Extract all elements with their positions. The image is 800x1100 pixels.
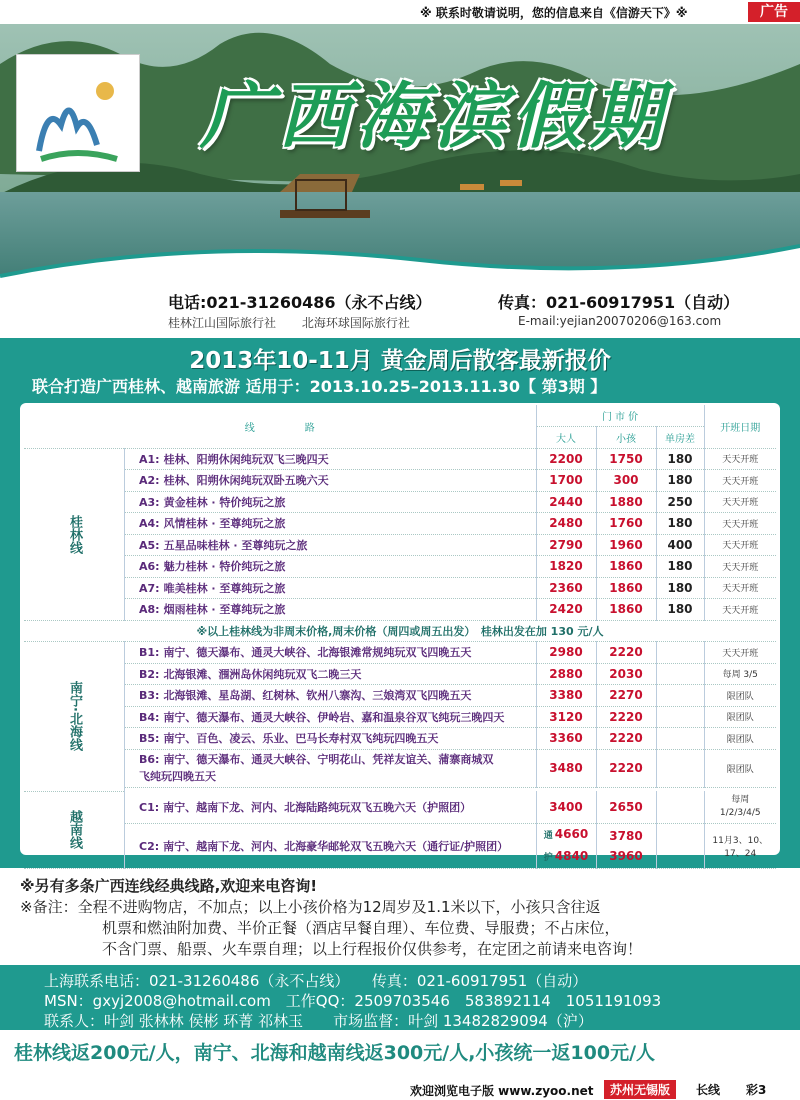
route-code: C1:: [139, 800, 160, 814]
single-supplement: [656, 706, 704, 728]
date-line-2: 1/2/3/4/5: [719, 807, 761, 818]
website-note: 欢迎浏览电子版 www.zyoo.net: [410, 1084, 594, 1098]
route-text: 南宁、德天瀑布、通灵大峡谷、伊岭岩、嘉和温泉谷双飞纯玩三晚四天: [163, 710, 505, 724]
decorative-wave: [0, 236, 800, 296]
top-bar: [0, 0, 800, 24]
group-label-vietnam: 越南线: [24, 791, 125, 868]
header-adult: 大人: [536, 427, 596, 449]
page-title: 广西海滨假期: [200, 73, 669, 158]
remark-note-1: ※备注：全程不进购物店，不加点；以上小孩价格为12周岁及1.1米以下，小孩只含往返: [20, 898, 601, 916]
single-supplement: [656, 663, 704, 685]
departure-date: 限团队: [704, 749, 776, 787]
route-text: 南宁、越南下龙、河内、北海陆路纯玩双飞五晚六天（护照团）: [163, 800, 472, 814]
route-name: [125, 470, 537, 492]
guilin-price-note: ※以上桂林线为非周末价格,周末价格（周四或周五出发） 桂林出发在加 130 元/人: [24, 620, 776, 642]
table-row: [24, 448, 776, 470]
adult-price: 3120: [536, 706, 596, 728]
price-mark-pass: 通: [543, 830, 553, 841]
single-supplement: 180: [656, 513, 704, 535]
source-note: ※ 联系时敬请说明，您的信息来自《信游天下》※: [420, 6, 688, 20]
table-row: [24, 706, 776, 728]
header-single: 单房差: [656, 427, 704, 449]
single-supplement: 250: [656, 491, 704, 513]
adult-price: 1700: [536, 470, 596, 492]
departure-date: 天天开班: [704, 491, 776, 513]
route-text: 北海银滩、星岛湖、红树林、钦州八寨沟、三娘湾双飞四晚五天: [163, 689, 472, 703]
route-name: [125, 663, 537, 685]
table-row: [24, 823, 776, 868]
departure-date: 限团队: [704, 706, 776, 728]
adult-price: 2980: [536, 642, 596, 664]
adult-price: 2440: [536, 491, 596, 513]
route-code: B1:: [139, 646, 160, 660]
rebate-text: 桂林线返200元/人，南宁、北海和越南线返300元/人,小孩统一返100元/人: [14, 1042, 656, 1064]
remarks-block: [20, 876, 790, 960]
route-code: B3:: [139, 689, 160, 703]
table-row: [24, 728, 776, 750]
route-name: [125, 791, 537, 823]
price-table: [24, 405, 776, 869]
child-price: 2220: [596, 728, 656, 750]
route-name: [125, 534, 537, 556]
route-text: 五星品味桂林 · 至尊纯玩之旅: [163, 538, 308, 552]
child-price: 2030: [596, 663, 656, 685]
child-price: 2270: [596, 685, 656, 707]
child-price: 1960: [596, 534, 656, 556]
departure-date: 天天开班: [704, 448, 776, 470]
contact-phone-fax: [168, 290, 740, 313]
departure-date: 天天开班: [704, 599, 776, 621]
table-row: [24, 491, 776, 513]
route-code: B6:: [139, 753, 160, 766]
route-text: 桂林、阳朔休闲纯玩双飞三晚四天: [163, 452, 329, 466]
adult-price: 3360: [536, 728, 596, 750]
departure-date: 天天开班: [704, 534, 776, 556]
phone-text: 电话:021-31260486（永不占线）: [168, 293, 432, 312]
route-text: 烟雨桂林 · 至尊纯玩之旅: [163, 603, 286, 617]
route-text: 桂林、阳朔休闲纯玩双卧五晚六天: [163, 474, 329, 488]
route-text: 北海银滩、涠洲岛休闲纯玩双飞二晚三天: [163, 667, 362, 681]
adult-price: 3400: [536, 791, 596, 823]
route-name: [125, 513, 537, 535]
departure-date: 天天开班: [704, 556, 776, 578]
child-price: 2220: [596, 642, 656, 664]
departure-date: 天天开班: [704, 513, 776, 535]
remark-note-2: 机票和燃油附加费、半价正餐（酒店早餐自理）、车位费、导服费；不占床位，: [102, 919, 620, 937]
agency-guilin: 桂林江山国际旅行社: [168, 316, 277, 330]
route-code: A1:: [139, 452, 160, 466]
single-supplement: [656, 791, 704, 823]
single-supplement: 180: [656, 470, 704, 492]
child-price: 1750: [596, 448, 656, 470]
route-text: 魅力桂林 · 特价纯玩之旅: [163, 560, 286, 574]
table-row: [24, 685, 776, 707]
single-supplement: 400: [656, 534, 704, 556]
single-supplement: 180: [656, 556, 704, 578]
table-row: [24, 663, 776, 685]
departure-date: 限团队: [704, 728, 776, 750]
single-supplement: 180: [656, 448, 704, 470]
route-code: C2:: [139, 839, 160, 853]
edition-tag: 苏州无锡版: [604, 1080, 676, 1099]
route-name: [125, 599, 537, 621]
route-name: [125, 448, 537, 470]
child-price: 2650: [596, 791, 656, 823]
route-text: 唯美桂林 · 至尊纯玩之旅: [163, 581, 286, 595]
header-price: 门 市 价: [536, 405, 704, 427]
adult-price-pass: 4660: [554, 826, 589, 841]
route-text: 南宁、德天瀑布、通灵大峡谷、宁明花山、凭祥友谊关、蒲寨商城双: [163, 753, 494, 766]
price-mark-passport: 护: [543, 852, 553, 863]
route-code: B2:: [139, 667, 160, 681]
route-name: [125, 706, 537, 728]
single-supplement: [656, 728, 704, 750]
departure-date: 11月3、10、17、24: [704, 823, 776, 868]
child-price: 1880: [596, 491, 656, 513]
route-name: [125, 491, 537, 513]
child-price-passport: 3960: [609, 848, 643, 863]
table-row: [24, 470, 776, 492]
departure-date: 天天开班: [704, 470, 776, 492]
table-row: [24, 642, 776, 664]
child-price-pass: 3780: [609, 828, 643, 843]
group-label-nanning: 南宁·北海线: [24, 642, 125, 792]
child-price: 1760: [596, 513, 656, 535]
table-row: [24, 513, 776, 535]
single-supplement: [656, 749, 704, 787]
table-row: [24, 749, 776, 787]
rebate-strip: [0, 1030, 800, 1074]
route-text: 黄金桂林 · 特价纯玩之旅: [163, 495, 286, 509]
departure-date: 天天开班: [704, 577, 776, 599]
single-supplement: [656, 823, 704, 868]
child-price: 2220: [596, 706, 656, 728]
departure-date: 天天开班: [704, 642, 776, 664]
group-label-guilin: 桂林线: [24, 448, 125, 620]
footer-phone: 上海联系电话：021-31260486（永不占线） 传真：021-60917951（自动）: [44, 972, 588, 990]
child-price: 300: [596, 470, 656, 492]
child-price: 2220: [596, 749, 656, 787]
adult-price-passport: 4840: [554, 848, 589, 863]
page-number: 彩3: [746, 1083, 767, 1097]
header-child: 小孩: [596, 427, 656, 449]
route-name: [125, 642, 537, 664]
route-text: 南宁、德天瀑布、通灵大峡谷、北海银滩常规纯玩双飞四晚五天: [163, 646, 472, 660]
route-text: 南宁、越南下龙、河内、北海豪华邮轮双飞五晚六天（通行证/护照团）: [163, 839, 509, 853]
adult-price: 2420: [536, 599, 596, 621]
route-text: 南宁、百色、凌云、乐业、巴马长寿村双飞纯玩四晚五天: [163, 732, 439, 746]
child-price: [596, 823, 656, 868]
header-date: 开班日期: [704, 405, 776, 448]
remark-more-routes: ※另有多条广西连线经典线路,欢迎来电咨询!: [20, 877, 318, 895]
route-code: B5:: [139, 732, 160, 746]
table-row: [24, 556, 776, 578]
route-name: [125, 749, 537, 787]
bottom-bar: [0, 1078, 800, 1100]
remark-note-3: 不含门票、船票、火车票自理；以上行程报价仅供参考，在定团之前请来电咨询！: [102, 940, 643, 958]
agency-beihai: 北海环球国际旅行社: [301, 316, 410, 330]
route-code: A4:: [139, 517, 160, 531]
adult-price: 2880: [536, 663, 596, 685]
route-name: [125, 556, 537, 578]
route-text: 风情桂林 · 至尊纯玩之旅: [163, 517, 286, 531]
table-header-row: [24, 405, 776, 427]
child-price: 1860: [596, 599, 656, 621]
route-text-continued: 飞纯玩四晚五天: [139, 770, 216, 783]
table-row: [24, 791, 776, 823]
fax-text: 传真：021-60917951（自动）: [498, 293, 740, 312]
email-text: E-mail:yejian20070206@163.com: [518, 314, 722, 328]
table-row: [24, 599, 776, 621]
adult-price: 3480: [536, 749, 596, 787]
route-code: A7:: [139, 581, 160, 595]
agency-line: [168, 314, 722, 331]
subline: 联合打造广西桂林、越南旅游 适用于：2013.10.25–2013.11.30【 第3期 】: [32, 377, 607, 396]
single-supplement: 180: [656, 599, 704, 621]
single-supplement: [656, 685, 704, 707]
company-logo: [16, 54, 140, 172]
route-name: [125, 823, 537, 868]
header-route: 线 路: [24, 405, 536, 448]
departure-date: [704, 791, 776, 823]
table-row: [24, 534, 776, 556]
route-code: A3:: [139, 495, 160, 509]
child-price: 1860: [596, 556, 656, 578]
single-supplement: 180: [656, 577, 704, 599]
footer-people: 联系人：叶剑 张林林 侯彬 环菁 祁林玉 市场监督：叶剑 13482829094（沪）: [44, 1012, 593, 1030]
adult-price: 2200: [536, 448, 596, 470]
section-label: 长线: [696, 1083, 721, 1097]
route-code: A5:: [139, 538, 160, 552]
departure-date: 每周 3/5: [704, 663, 776, 685]
departure-date: 限团队: [704, 685, 776, 707]
adult-price: [536, 823, 596, 868]
route-code: A8:: [139, 603, 160, 617]
child-price: 1860: [596, 577, 656, 599]
adult-price: 1820: [536, 556, 596, 578]
adult-price: 2480: [536, 513, 596, 535]
route-name: [125, 577, 537, 599]
route-code: A2:: [139, 474, 160, 488]
adult-price: 2360: [536, 577, 596, 599]
adult-price: 3380: [536, 685, 596, 707]
guilin-note-row: [24, 620, 776, 642]
ad-tag: 广告: [748, 2, 800, 22]
route-name: [125, 728, 537, 750]
route-code: A6:: [139, 560, 160, 574]
footer-msn-qq: MSN：gxyj2008@hotmail.com 工作QQ：2509703546 583892114 1051191093: [44, 992, 662, 1010]
date-line-1: 每周: [731, 794, 750, 805]
route-name: [125, 685, 537, 707]
route-code: B4:: [139, 710, 160, 724]
single-supplement: [656, 642, 704, 664]
table-row: [24, 577, 776, 599]
adult-price: 2790: [536, 534, 596, 556]
headline: 2013年10-11月 黄金周后散客最新报价: [189, 348, 611, 374]
